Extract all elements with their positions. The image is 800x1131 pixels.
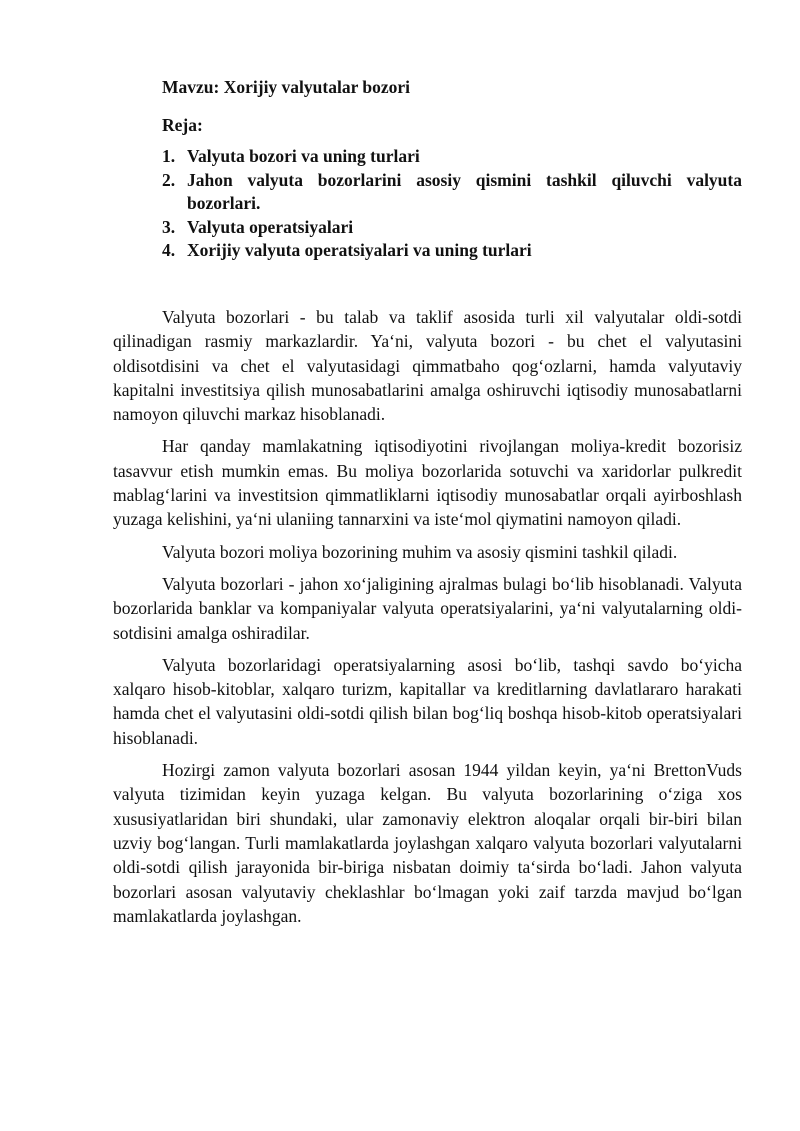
body-paragraph: Valyuta bozorlaridagi operatsiyalarning asosi bo‘lib, tashqi savdo bo‘yicha xalqaro hisob-kitoblar, xalqaro turizm, kapitallar va kreditlarning davlatlararo harakati hamda chet el valyutasini oldi-sotdi qilish bilan bog‘liq boshqa hisob-kitob operatsiyalari hisoblanadi. (113, 654, 742, 748)
body-paragraph: Har qanday mamlakatning iqtisodiyotini rivojlangan moliya-kredit bozorisiz tasavvur etish mumkin emas. Bu moliya bozorlarida sotuvchi va xaridorlar pulkredit mablag‘larini va investitsion qimmatliklarni iqtisodiy munosabatlar orqali ayirboshlash yuzaga kelishini, ya‘ni ulaniing tannarxini va iste‘mol qiymatini namoyon qiladi. (113, 436, 742, 530)
plan-item-text: Jahon valyuta bozorlarini asosiy qismini tashkil qiluvchi valyuta bozorlari. (187, 169, 742, 213)
plan-item (162, 216, 742, 240)
plan-list (162, 145, 742, 263)
plan-item (162, 145, 742, 169)
plan-item-number: 3. (162, 216, 176, 237)
plan-item-number: 1. (162, 146, 176, 166)
plan-item (162, 239, 742, 263)
document-topic: Mavzu: Xorijiy valyutalar bozori (162, 77, 411, 97)
body-paragraph: Valyuta bozorlari - jahon xo‘jaligining ajralmas bulagi bo‘lib hisoblanadi. Valyuta bozorlarida banklar va kompaniyalar valyuta operatsiyalarini, ya‘ni valyutalarning oldi-sotdisini amalga oshiradilar. (113, 573, 742, 643)
plan-item-text: Xorijiy valyuta operatsiyalari va uning turlari (187, 240, 532, 260)
plan-item-number: 2. (162, 169, 176, 190)
document-body (113, 305, 742, 936)
body-paragraph: Valyuta bozorlari - bu talab va taklif asosida turli xil valyutalar oldi-sotdi qilinadigan rasmiy markazlardir. Ya‘ni, valyuta bozori - bu chet el valyutasini oldisotdisini va chet el valyutasidagi qimmatbaho qog‘ozlarni, hamda valyutaviy kapitalni investitsiya qilish munosabatlarini amalga oshiruvchi iqtisodiy munosabatlarni namoyon qiluvchi markaz hisoblanadi. (113, 307, 742, 425)
plan-label: Reja: (162, 115, 203, 135)
plan-item-text: Valyuta operatsiyalari (187, 216, 354, 237)
plan-item (162, 169, 742, 216)
body-paragraph: Hozirgi zamon valyuta bozorlari asosan 1944 yildan keyin, ya‘ni BrettonVuds valyuta tizimidan keyin yuzaga kelgan. Bu valyuta bozorlarining o‘ziga xos xususiyatlaridan biri shundaki, ular zamonaviy elektron aloqalar orqali bir-biri bilan uzviy bog‘langan. Turli mamlakatlarda joylashgan xalqaro valyuta bozorlari valyutalarni oldi-sotdi qilish jarayonida bir-biriga nisbatan doimiy ta‘sirda bo‘ladi. Jahon valyuta bozorlari asosan valyutaviy cheklashlar bo‘lmagan yoki zaif tarzda mavjud bo‘lgan mamlakatlarda joylashgan. (113, 760, 742, 926)
plan-item-number: 4. (162, 240, 176, 260)
body-paragraph: Valyuta bozori moliya bozorining muhim va asosiy qismini tashkil qiladi. (162, 541, 678, 562)
plan-item-text: Valyuta bozori va uning turlari (187, 146, 420, 166)
